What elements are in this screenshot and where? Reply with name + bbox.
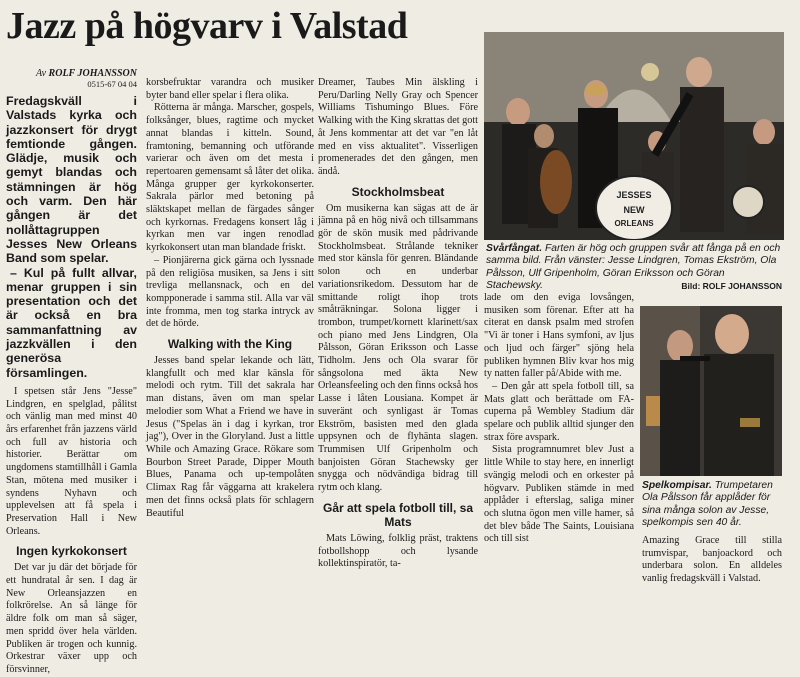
- body-paragraph: lade om den eviga lovsången, musiken som förenar. Efter att ha citerat en dansk psalm med strofen "Vi är toner i Hans symfoni, av ljus och ljud och färger" sjöng hela publiken hymnen Bliv kvar hos mig ty natten faller på/Abide with me.: [484, 292, 634, 380]
- subheading: Walking with the King: [167, 337, 293, 352]
- byline: [6, 68, 137, 90]
- column-1: [6, 68, 137, 677]
- column-5: [642, 535, 782, 586]
- byline-code: 0515-67 04 04: [87, 79, 137, 89]
- body-paragraph: Rötterna är många. Marscher, gospels, folksånger, blues, ragtime och mycket annat blandas i kitteln. Sound, framtoning, bemanning och utförande varierar och även om det mesta i repertoaren gemensamt så låter det olika. Många grupper ger kyrkokonserter. Sakrala pärlor med betoning på släktskapet mellan de färgades sånger och kyrkornas. Fredagens konsert låg i kyrkan men var ingen renodlad kyrkokonsert utan man blandade friskt.: [146, 102, 314, 254]
- body-paragraph: Det var ju där det började för ett hundratal år sen. I dag är New Orleansjazzen en folkrörelse. An så länge för äldre folk om man så säger, men spridd över hela världen. Publiken är trogen och kunnig. Orkestrar växer upp och försvinner,: [6, 562, 137, 675]
- headline: Jazz på högvarv i Valstad: [6, 5, 408, 47]
- caption-title: Spelkompisar.: [642, 480, 712, 491]
- caption-text: Trumpetaren Ola Pålsson får applåder för sina många solon av Jesse, spelkompis sen 40 år.: [642, 480, 773, 529]
- subheading: Ingen kyrkokonsert: [16, 544, 127, 559]
- drum-text-top: JESSES: [616, 190, 652, 200]
- lead-paragraph: – Kul på fullt allvar, menar gruppen i sin presentation och det är också en bra sammanfattning av jazzkvällen i den generösa församlingen.: [6, 265, 137, 380]
- drum-text-bottom: ORLEANS: [614, 219, 654, 228]
- body-paragraph: I spetsen står Jens "Jesse" Lindgren, en spelglad, pålitst och vänlig man med minst 40 års erfarenhet från jazzens värld och full av historia och historier. Berättar om ungdomens stamtillhåll i Gamla Stan, mötena med musiker i syndens Nyhavn och upplevelsen att få spela i Preservation Hall i New Orleans.: [6, 385, 137, 537]
- body-paragraph: – Den går att spela fotboll till, sa Mats glatt och berättade om FA-cuperna på Wembley Stadium där spelare och publik alltid sjunger den strax före avspark.: [484, 380, 634, 443]
- band-photo: [484, 32, 784, 240]
- lead-paragraph: Fredagskväll i Valstads kyrka och jazzkonsert för drygt femtionde gången. Glädje, musik och gemyt blandas och stämningen är hög och varm. Den här gången är det nollåttagruppen Jesses New Orleans Band som spelar.: [6, 94, 137, 266]
- spelkompisar-photo-image: [640, 306, 782, 476]
- body-paragraph: korsbefruktar varandra och musiker byter band eller spelar i flera olika.: [146, 77, 314, 101]
- lead-paragraphs: [6, 94, 137, 380]
- photo2-caption: [642, 480, 782, 530]
- photo1-caption: [486, 243, 782, 293]
- byline-prefix: Av: [36, 68, 47, 79]
- column-3: [318, 77, 478, 571]
- column-4: [484, 292, 634, 546]
- body-paragraph: Sista programnumret blev Just a little While to stay here, en innerligt svängig melodi och en orkester på högvarv. Publiken stämde in med applåder i efterslag, saliga miner och slutna ögon men ville hamer, så det blev både The Saints, Louisiana och till sist: [484, 444, 634, 545]
- caption-text: Farten är hög och gruppen svår att fånga på en och samma bild. Från vänster: Jesse Lindgren, Tomas Ekström, Ola Pålsson, Ulf Gripenholm, Göran Eriksson och Göran Stachewsky.: [486, 243, 781, 292]
- subheading: Går att spela fotboll till, sa Mats: [322, 500, 474, 529]
- column-2: [146, 77, 314, 520]
- body-paragraph: Amazing Grace till stilla trumvispar, banjoackord och underbara solon. En alldeles vanlig fredagskväll i Valstad.: [642, 535, 782, 585]
- spelkompisar-photo: [640, 306, 782, 476]
- drum-text-mid: NEW: [623, 205, 645, 215]
- subheading: Stockholmsbeat: [351, 184, 445, 199]
- body-paragraph: – Pionjärerna gick gärna och lyssnade på den religiösa musiken, sa Jens i sitt trevliga mellansnack, och en del kompponerade i samma stil. Alla var väl inte fromma, men tog starka intryck av det de hörde.: [146, 254, 314, 330]
- band-photo-image: [484, 32, 784, 240]
- body-paragraph: Dreamer, Taubes Min älskling i Peru/Darling Nelly Gray och Spencer Williams Tishumingo Blues. Före Walking with the King skrattas det gott åt Jens kommentar att det var "en låt med en viss aktualitet". Visserligen promenerades det den gången, men ändå.: [318, 77, 478, 177]
- byline-author: ROLF JOHANSSON: [48, 68, 137, 79]
- photo-credit: Bild: ROLF JOHANSSON: [681, 281, 782, 292]
- body-paragraph: Mats Löwing, folklig präst, traktens fotbollshopp och lysande kollektinspiratör, ta-: [318, 532, 478, 570]
- body-paragraph: Om musikerna kan sägas att de är jämna på en hög nivå och tillsammans gör de skön musik med pådrivande Stockholmsbeat. Strålande tekniker med stor känsla för genren. Bländande solon och en underbar variationsrikedom. Dessutom har de smittande roligt ihop trots småträkningar. Solona ligger i trombon, trumpet/kornett klarinett/sax och piano med Jens Lindgren, Ola Pålsson, Göran Eriksson och Lasse Tidholm. Jens och Ola svarar för sångsolona med äkta New Orleansfeeling och den finns också hos Lasse i låten Lousiana. Kompet är suveränt och synligast är Tomas Ekström, basisten med den glada uppsynen och de flyhänta slagen. Trummisen Ulf Gripenholm och banjoisten Göran Stachewsky ger snygga och nödvändiga bidrag till rytm och klang.: [318, 202, 478, 494]
- body-paragraph: Jesses band spelar lekande och lätt, klangfullt och med klar känsla för melodi och rytm. Till det sakrala har man distans, även om man spelar melodier som What a Friend we have in Jesus ("Spelas än i dag i kyrkan, tror jag"), Over in the Gloryland. Just a little While och Amazing Grace. Rökare som Bourbon Street Parade, Dipper Mouth Blues, Panama och up-tempolåten Climax Rag får väggarna att krakelera men det finns också plats för schlagern Beautiful: [146, 355, 314, 519]
- caption-title: Svårfångat.: [486, 243, 543, 254]
